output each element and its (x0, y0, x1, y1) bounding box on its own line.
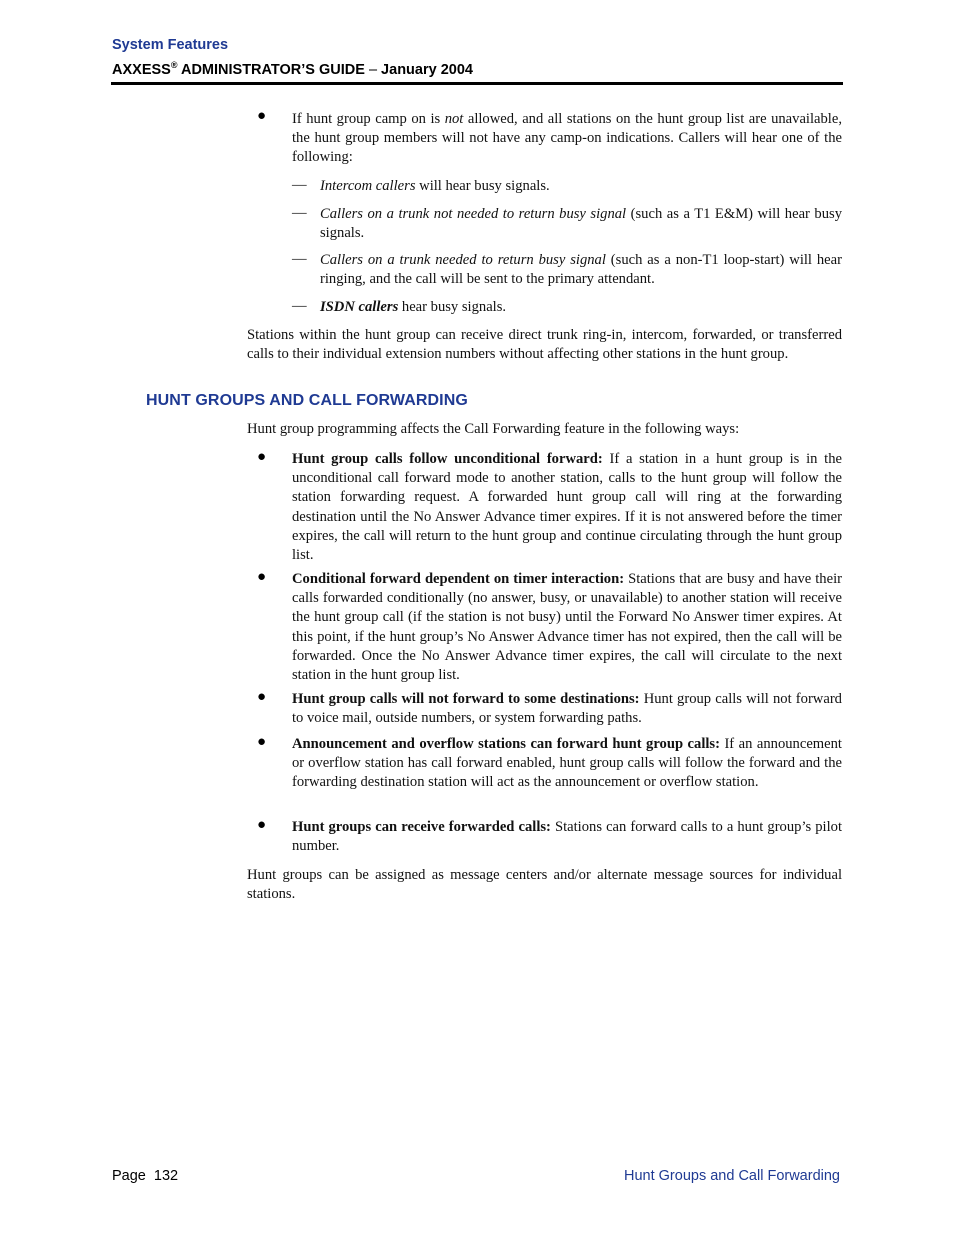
dash-item (320, 205, 842, 243)
bullet-icon: ● (257, 449, 267, 465)
dash-item-lead: ISDN callers (320, 299, 399, 315)
camp-on-paragraph (292, 110, 842, 168)
bullet-icon: ● (257, 569, 267, 585)
forward-item (292, 818, 842, 856)
closing-paragraph: Hunt groups can be assigned as message centers and/or alternate message sources for individual stations. (247, 867, 842, 903)
header-dash: – (368, 62, 378, 78)
running-header-guide (112, 60, 473, 78)
dash-item (320, 298, 842, 317)
forward-item-lead: Hunt group calls follow unconditional forward: (292, 451, 603, 467)
dash-item (320, 251, 842, 289)
camp-on-text-1: If hunt group camp on is (292, 111, 445, 127)
forward-item-lead: Hunt groups can receive forwarded calls: (292, 819, 551, 835)
forward-item-lead: Announcement and overflow stations can forward hunt group calls: (292, 736, 720, 752)
forward-item (292, 735, 842, 793)
forward-item-lead: Conditional forward dependent on timer interaction: (292, 571, 625, 587)
running-header-section: System Features (112, 37, 229, 53)
intro-paragraph: Hunt group programming affects the Call Forwarding feature in the following ways: (247, 421, 740, 437)
bullet-icon: ● (257, 734, 267, 750)
forward-item (292, 450, 842, 565)
forward-item-text: If an announcement or overflow station has call forward enabled, hunt group calls will follow the forward and the forwarding destination station will act as the announcement or overflow station. (292, 736, 842, 791)
forward-item-text: Stations can forward calls to a hunt group’s pilot number. (292, 819, 842, 855)
bullet-icon: ● (257, 817, 267, 833)
bullet-icon: ● (257, 689, 267, 705)
header-rule (111, 82, 843, 85)
dash-item-text: will hear busy signals. (415, 178, 550, 194)
dash-icon: — (292, 205, 307, 221)
camp-on-not: not (444, 111, 464, 127)
dash-item-lead: Intercom callers (320, 178, 416, 194)
guide-title: ADMINISTRATOR’S GUIDE (177, 62, 369, 78)
dash-icon: — (292, 251, 307, 267)
dash-item (320, 177, 842, 196)
dash-item-text: (such as a T1 E&M) will hear busy signals. (320, 206, 842, 242)
dash-item-text: (such as a non-T1 loop-start) will hear ringing, and the call will be sent to the primary attendant. (320, 252, 842, 288)
registered-mark: ® (170, 60, 178, 70)
bullet-icon: ● (257, 108, 267, 124)
dash-icon: — (292, 298, 307, 314)
forward-item-text: If a station in a hunt group is in the unconditional call forward mode to another station, calls to the hunt group will follow the station forwarding request. A forwarded hunt group call will ring at the forwarding destination until the No Answer Advance timer expires. If it is not answered before the timer expires, the call will return to the hunt group and continue circulating through the hunt group list. (292, 451, 842, 564)
camp-on-text-2: allowed, and all stations on the hunt group list are unavailable, the hunt group members will not have any camp-on indications. Callers will hear one of the following: (292, 111, 842, 166)
forward-item-lead: Hunt group calls will not forward to some destinations: (292, 691, 640, 707)
forward-item-text: Hunt group calls will not forward to voice mail, outside numbers, or system forwarding paths. (292, 691, 842, 727)
page-number: Page 132 (112, 1168, 179, 1184)
stations-paragraph: Stations within the hunt group can receive direct trunk ring-in, intercom, forwarded, or transferred calls to their individual extension numbers without affecting other stations in the hunt group. (247, 327, 842, 363)
dash-item-lead: Callers on a trunk needed to return busy signal (320, 252, 606, 268)
forward-item (292, 570, 842, 685)
forward-item-text: Stations that are busy and have their calls forwarded conditionally (no answer, busy, or unavailable) to another station will receive the hunt group call (if the station is not busy) until the Forward No Answer timer expires. At this point, if the hunt group’s No Answer Advance timer has not expired, then the call will be forwarded. Once the No Answer Advance timer expires, the call will circulate to the next station in the hunt group list. (292, 571, 842, 684)
forward-item (292, 690, 842, 728)
dash-item-text: hear busy signals. (398, 299, 507, 315)
dash-icon: — (292, 177, 307, 193)
dash-item-lead: Callers on a trunk not needed to return busy signal (320, 206, 627, 222)
running-footer-title: Hunt Groups and Call Forwarding (624, 1168, 840, 1184)
product-name: AXXESS (112, 62, 171, 78)
guide-date: January 2004 (377, 62, 473, 78)
section-heading: HUNT GROUPS AND CALL FORWARDING (146, 392, 468, 409)
